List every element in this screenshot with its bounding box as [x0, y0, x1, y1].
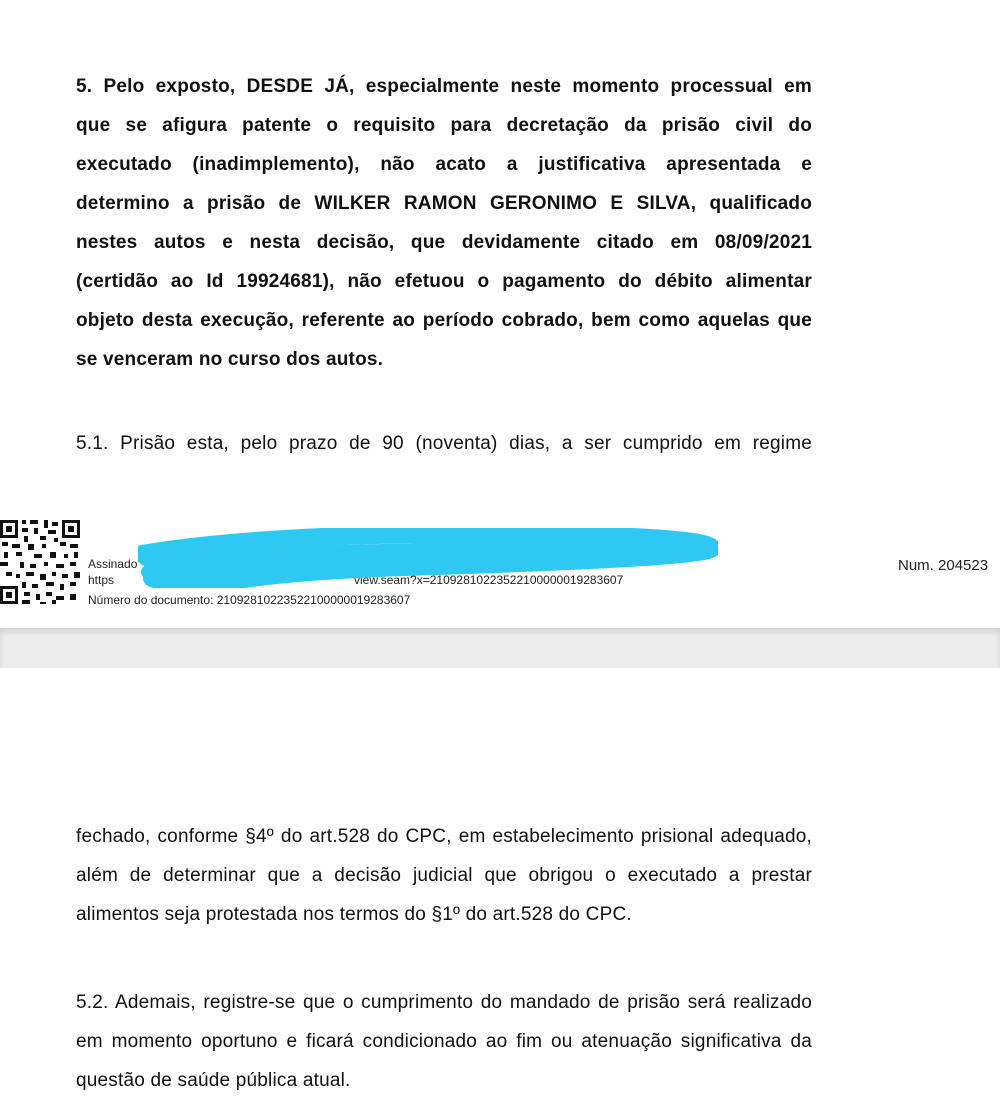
paragraph-5-1-continued: [76, 817, 812, 934]
document-url-suffix: view.seam?x=21092810223522100000019283607: [354, 573, 624, 587]
document-num: Num. 204523: [898, 557, 989, 574]
paragraph-5: [76, 67, 812, 379]
paragraph-line: 5. Pelo exposto, DESDE JÁ, especialmente neste momento processual em: [76, 76, 812, 97]
paragraph-line: em momento oportuno e ficará condicionado ao fim ou atenuação significativa da: [76, 1031, 812, 1052]
paragraph-5-1: [76, 424, 812, 463]
paragraph-line: (certidão ao Id 19924681), não efetuou o pagamento do débito alimentar: [76, 271, 812, 292]
paragraph-line: se venceram no curso dos autos.: [76, 349, 384, 370]
document-url-prefix: https: [88, 573, 115, 587]
paragraph-line: que se afigura patente o requisito para decretação da prisão civil do: [76, 115, 812, 136]
paragraph-line: 5.2. Ademais, registre-se que o cumprimento do mandado de prisão será realizado: [76, 992, 812, 1013]
paragraph-line: além de determinar que a decisão judicial que obrigou o executado a prestar: [76, 865, 812, 886]
document-page-2: [0, 668, 1000, 1108]
redaction-scribble: [138, 528, 718, 588]
document-number: Número do documento: 21092810223522100000019283607: [88, 593, 411, 607]
paragraph-line: executado (inadimplemento), não acato a justificativa apresentada e: [76, 154, 812, 175]
qr-code-icon: [0, 518, 82, 606]
signature-label: Assinado: [88, 557, 138, 571]
paragraph-line: fechado, conforme §4º do art.528 do CPC, em estabelecimento prisional adequado,: [76, 826, 812, 847]
paragraph-line: alimentos seja protestada nos termos do §1º do art.528 do CPC.: [76, 904, 632, 925]
paragraph-line: 5.1. Prisão esta, pelo prazo de 90 (noventa) dias, a ser cumprido em regime: [76, 433, 812, 454]
paragraph-5-2: [76, 983, 812, 1100]
page-separator: [0, 628, 1000, 668]
paragraph-line: objeto desta execução, referente ao período cobrado, bem como aquelas que: [76, 310, 812, 331]
paragraph-line: questão de saúde pública atual.: [76, 1070, 351, 1091]
paragraph-line: determino a prisão de WILKER RAMON GERONIMO E SILVA, qualificado: [76, 193, 812, 214]
paragraph-line: nestes autos e nesta decisão, que devidamente citado em 08/09/2021: [76, 232, 812, 253]
